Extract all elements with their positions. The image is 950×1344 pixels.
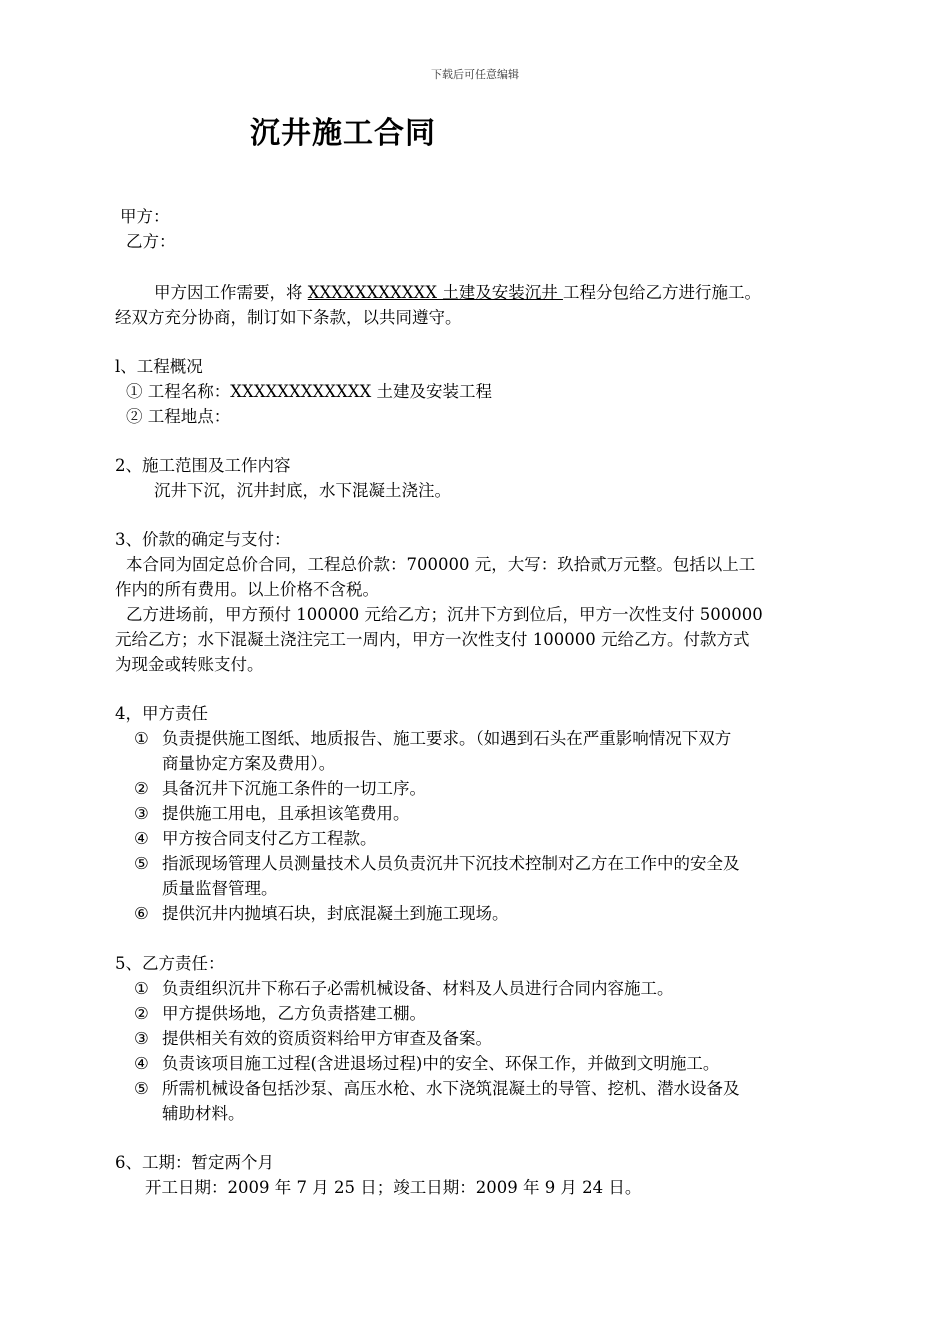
- item-number: ③: [134, 1029, 149, 1048]
- document-title: 沉井施工合同: [250, 116, 436, 151]
- section-5-item-4: [134, 1051, 719, 1076]
- section-4-item-2: [134, 776, 426, 801]
- section-5-item-5: [134, 1076, 740, 1101]
- item-number: ②: [134, 779, 149, 798]
- section-5-item-1: [134, 976, 674, 1001]
- section-3-line: 为现金或转账支付。: [115, 655, 264, 674]
- item-text: 具备沉井下沉施工条件的一切工序。: [162, 779, 426, 798]
- item-number: ②: [134, 1004, 149, 1023]
- section-4-item-4: [134, 826, 377, 851]
- party-a-label: 甲方：: [120, 207, 170, 226]
- item-number: ⑤: [134, 1079, 149, 1098]
- item-number: ③: [134, 804, 149, 823]
- party-b-label: 乙方：: [126, 232, 176, 251]
- item-text: 指派现场管理人员测量技术人员负责沉井下沉技术控制对乙方在工作中的安全及: [162, 854, 740, 873]
- item-number: ⑤: [134, 854, 149, 873]
- section-4-item-1: [134, 726, 731, 751]
- intro-text-pre: 甲方因工作需要，将: [154, 283, 308, 302]
- section-3-line: 作内的所有费用。以上价格不含税。: [115, 580, 379, 599]
- item-text: 负责提供施工图纸、地质报告、施工要求。（如遇到石头在严重影响情况下双方: [162, 729, 732, 748]
- item-text: 甲方提供场地，乙方负责搭建工棚。: [162, 1004, 426, 1023]
- section-5-item-5-cont: 辅助材料。: [162, 1104, 245, 1123]
- item-text: 负责该项目施工过程(含进退场过程)中的安全、环保工作，并做到文明施工。: [162, 1054, 720, 1073]
- section-3-line: 元给乙方；水下混凝土浇注完工一周内，甲方一次性支付 100000 元给乙方。付款方式: [115, 630, 750, 649]
- section-4-item-5: [134, 851, 740, 876]
- item-text: 甲方按合同支付乙方工程款。: [162, 829, 377, 848]
- section-6-body: 开工日期：2009 年 7 月 25 日；竣工日期：2009 年 9 月 24 日。: [145, 1178, 642, 1197]
- section-3-heading: 3、价款的确定与支付：: [115, 530, 291, 549]
- item-number: ④: [134, 829, 149, 848]
- section-3-line: 本合同为固定总价合同，工程总价款：700000 元，大写：玖拾贰万元整。包括以上工: [126, 555, 756, 574]
- item-number: ④: [134, 1054, 149, 1073]
- section-1-item: ② 工程地点：: [126, 407, 231, 426]
- intro-text-post: 工程分包给乙方进行施工。: [562, 283, 761, 302]
- section-5-item-3: [134, 1026, 492, 1051]
- intro-project-name: XXXXXXXXXXX 土建及安装沉井: [307, 283, 563, 302]
- section-4-heading: 4，甲方责任: [115, 704, 208, 723]
- section-6-heading: 6、工期：暂定两个月: [115, 1153, 274, 1172]
- section-4-item-6: [134, 901, 509, 926]
- item-text: 提供沉井内抛填石块，封底混凝土到施工现场。: [162, 904, 509, 923]
- section-4-item-5-cont: 质量监督管理。: [162, 879, 278, 898]
- section-5-item-2: [134, 1001, 426, 1026]
- section-4-item-3: [134, 801, 410, 826]
- section-4-item-1-cont: 商量协定方案及费用）。: [162, 754, 336, 773]
- item-text: 负责组织沉井下称石子必需机械设备、材料及人员进行合同内容施工。: [162, 979, 674, 998]
- section-1-item: ① 工程名称：XXXXXXXXXXXX 土建及安装工程: [126, 382, 492, 401]
- item-number: ⑥: [134, 904, 149, 923]
- item-text: 所需机械设备包括沙泵、高压水枪、水下浇筑混凝土的导管、挖机、潜水设备及: [162, 1079, 740, 1098]
- item-number: ①: [134, 979, 149, 998]
- page-header: 下载后可任意编辑: [431, 68, 519, 81]
- section-2-heading: 2、施工范围及工作内容: [115, 456, 291, 475]
- item-number: ①: [134, 729, 149, 748]
- section-2-body: 沉井下沉，沉井封底，水下混凝土浇注。: [154, 481, 451, 500]
- item-text: 提供施工用电，且承担该笔费用。: [162, 804, 410, 823]
- section-5-heading: 5、乙方责任：: [115, 954, 225, 973]
- intro-paragraph-line-2: 经双方充分协商，制订如下条款，以共同遵守。: [115, 308, 462, 327]
- item-text: 提供相关有效的资质资料给甲方审查及备案。: [162, 1029, 492, 1048]
- intro-paragraph-line-1: [154, 280, 761, 305]
- section-3-line: 乙方进场前，甲方预付 100000 元给乙方；沉井下方到位后，甲方一次性支付 500000: [126, 605, 763, 624]
- section-1-heading: l、工程概况: [115, 357, 203, 376]
